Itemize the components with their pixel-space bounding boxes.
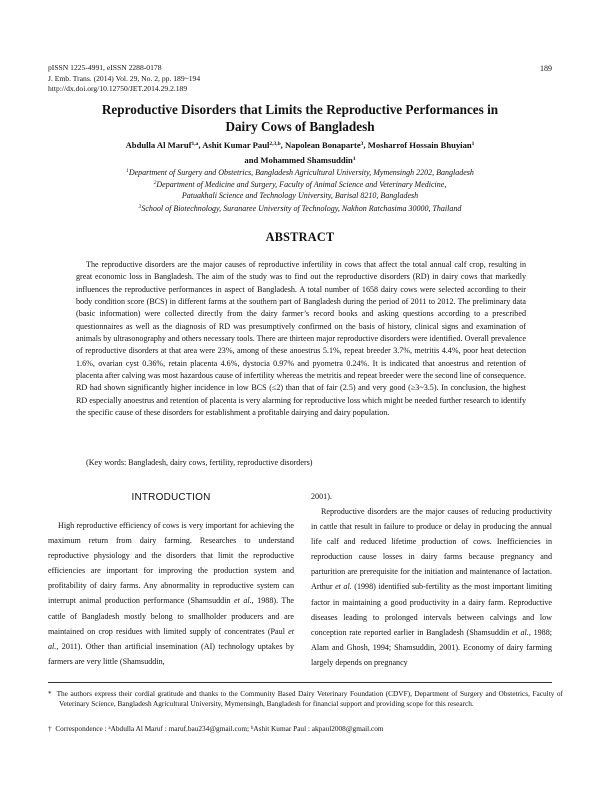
affiliation-2: $^2$Department of Medicine and Surgery, Faculty of Animal Science and Veterinary Medicine,	[153, 180, 447, 190]
keywords: (Key words: Bangladesh, dairy cows, fertility, reproductive disorders)	[86, 458, 313, 467]
abstract-body: The reproductive disorders are the major causes of reproductive infertility in cows that affect the total annual calf crop, resulting in great economic loss in Bangladesh. The aim of the study was to find out the reproductive disorders (RD) in dairy cows that markedly influences the reproductive performances in aspect of Bangladesh. A total number of 1658 dairy cows were selected according to their body condition score (BCS) in different farms at the southern part of Bangladesh during the period of 2011 to 2012. The preliminary data (basic information) were collected directly from the dairy farmer’s record books and asking questions according to a prescribed questionnaires as well as the diagnosis of RD was presumptively confirmed on the basis of history, clinical signs and examination of animals by ultrasonography and others necessary tools. There are thirteen major reproductive disorders were identified. Overall prevalence of reproductive disorders at that area were 23%, among of these anoestrus 5.1%, repeat breeder 3.7%, metritis 4.4%, poor heat detection 1.6%, ovarian cyst 0.36%, retain placenta 4.6%, dystocia 0.97% and pyometra 0.24%. It is indicated that anoestrus and retention of placenta after calving was most hazardous cause of infertility whereas the metritis and repeat breeder were the second line of consequence. RD had shown significantly higher incidence in low BCS (≤2) than that of fair (2.5) and very good (≥3~3.5). In conclusion, the highest RD especially anoestrus and retention of placenta is very alarming for reproductive loss which might be needed further research to identify the specific cause of these disorders for establishment a profitable dairying and dairy population.	[76, 260, 526, 418]
author-line-2	[40, 153, 560, 168]
author-list	[40, 138, 560, 167]
author-line-1: Abdulla Al Maruf$^{1,a}$, Ashit Kumar Paul$^{2,3,b}$, Napolean Bonaparte$^3$, Mosharrof Hossain Bhuyian$^1$	[125, 140, 475, 150]
author-name: Abdulla Al Maruf	[125, 140, 192, 150]
journal-meta	[48, 63, 200, 95]
author-name: and Mohammed Shamsuddin	[244, 154, 353, 165]
author-affiliation-mark: 1	[352, 155, 356, 162]
affiliation-2-cont: Patuakhali Science and Technology University, Barisal 8210, Bangladesh	[181, 191, 419, 201]
journal-citation: J. Emb. Trans. (2014) Vol. 29, No. 2, pp. 189~194	[48, 73, 201, 83]
affiliation-1: $^1$Department of Surgery and Obstetrics, Bangladesh Agricultural University, Mymensingh 2202, Bangladesh	[126, 168, 474, 177]
footnote-divider	[48, 682, 552, 683]
author-affiliation-mark: 3	[360, 141, 364, 147]
introduction-heading: INTRODUCTION	[131, 492, 211, 503]
issn-line: pISSN 1225-4991, eISSN 2288-0178	[48, 63, 162, 72]
paper-title	[40, 101, 560, 135]
intro-paragraph-1-end: 2001).	[311, 492, 332, 501]
title-line-1: Reproductive Disorders that Limits the Reproductive Performances in	[101, 102, 499, 117]
title-line-2: Dairy Cows of Bangladesh	[225, 119, 375, 134]
page-number: 189	[540, 64, 552, 73]
footnote-funding: * The authors express their cordial gratitude and thanks to the Community Based Dairy Veterinary Foundation (CDVF), Department of Surgery and Obstetrics, Faculty of Veterinary Science, Bangladesh Agricultural University, Mymensingh, Bangladesh for financial support and providing scope for this research.	[48, 689, 563, 709]
doi-link[interactable]: http://dx.doi.org/10.12750/JET.2014.29.2.189	[48, 84, 188, 94]
intro-paragraph-1: High reproductive efficiency of cows is very important for achieving the maximum return from dairy farming. Researches to understand reproductive physiology and the disorders that limit the reproductive efficiencies are important for improving the production system and profitability of dairy farms. Any abnormality in reproductive system can interrupt animal production performance (Shamsuddin et al., 1988). The cattle of Bangladesh mostly belong to smallholder producers and are maintained on crop residues with limited supply of concentrates (Paul et al., 2011). Other than artificial insemination (AI) technology uptakes by farmers are very little (Shamsuddin,	[48, 521, 295, 666]
author-affiliation-mark: 1	[471, 141, 475, 147]
correspondence-email-b[interactable]: Ashit Kumar Paul : akpaul2008@gmail.com	[253, 724, 384, 733]
intro-paragraph-2: Reproductive disorders are the major causes of reducing productivity in cattle that result in failure to produce or delay in producing the annual life calf and reduced lifetime production of cows. Inefficiencies in reproduction cause losses in dairy farms because pregnancy and parturition are prerequisite for the initiation and maintenance of lactation. Arthur et al. (1998) identified sub-fertility as the most important limiting factor in maintaining a good productivity in a dairy farm. Reproductive diseases leading to prolonged intervals between calvings and low conception rate reported earlier in Bangladesh (Shamsuddin et al., 1988; Alam and Ghosh, 1994; Shamsuddin, 2001). Economy of dairy farming largely depends on pregnancy	[311, 507, 553, 667]
affiliations	[40, 166, 560, 214]
correspondence-email-a[interactable]: Abdulla Al Maruf : maruf.bau234@gmail.com;	[110, 724, 251, 733]
affiliation-3: $^3$School of Biotechnology, Suranaree University of Technology, Nakhon Ratchasima 30000, Thailand	[138, 203, 462, 213]
author-name: Napolean Bonaparte	[284, 140, 361, 150]
footnote-correspondence: † Correspondence : $^a$Abdulla Al Maruf : maruf.bau234@gmail.com; $^b$Ashit Kumar Paul : akpaul2008@gmail.com	[48, 724, 384, 733]
author-affiliation-mark: 2,3,b	[269, 141, 281, 147]
author-affiliation-mark: 1,a	[191, 141, 199, 147]
author-name: Mosharrof Hossain Bhuyian	[367, 140, 472, 150]
author-name: Ashit Kumar Paul	[202, 140, 270, 150]
abstract-heading: ABSTRACT	[265, 230, 335, 244]
